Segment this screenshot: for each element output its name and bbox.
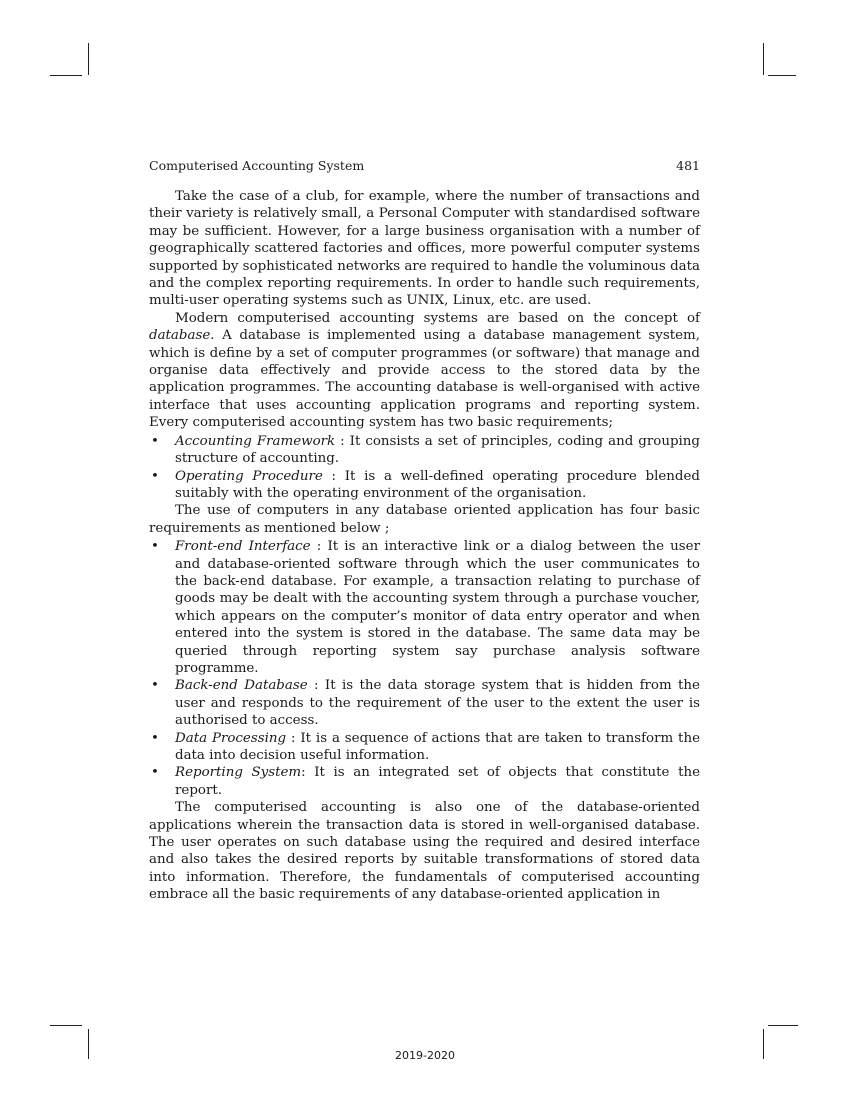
bullet-icon: • — [151, 468, 159, 484]
list-item: • Operating Procedure : It is a well-defined operating procedure blended suitably with the operating environment of the organisation. — [151, 468, 700, 501]
crop-mark-bottom-right-h — [768, 1025, 798, 1026]
list-item: • Reporting System: It is an integrated set of objects that constitute the report. — [151, 765, 700, 798]
list-item: • Front-end Interface : It is an interactive link or a dialog between the user and database-oriented software through which the user communicates to the back-end database. For example, a transaction relating to purchase of goods may be dealt with the accounting system through a purchase voucher, which appears on the computer’s monitor of data entry operator and when entered into the system is stored in the database. The same data may be queried through reporting system say purchase analysis software programme. — [151, 539, 700, 676]
crop-mark-bottom-left-h — [50, 1025, 82, 1026]
basic-requirements-list — [149, 433, 700, 503]
bullet-icon: • — [151, 539, 159, 555]
crop-mark-top-left-v — [88, 43, 89, 75]
list-item: • Data Processing : It is a sequence of actions that are taken to transform the data into decision useful information. — [151, 730, 700, 763]
running-header — [149, 158, 700, 173]
bullet-icon: • — [151, 678, 159, 694]
crop-mark-top-left-h — [50, 75, 82, 76]
paragraph-four-requirements: The use of computers in any database oriented application has four basic requirements as mentioned below ; — [149, 503, 700, 536]
database-term: database. — [149, 328, 215, 344]
database-requirements-list — [149, 538, 700, 799]
page-number: 481 — [676, 158, 700, 173]
bullet-icon: • — [151, 433, 159, 449]
bullet-icon: • — [151, 730, 159, 746]
bullet-icon: • — [151, 765, 159, 781]
header-title: Computerised Accounting System — [149, 158, 365, 173]
page-body — [149, 188, 700, 904]
crop-mark-top-right-v — [763, 43, 764, 75]
list-item: • Accounting Framework : It consists a set of principles, coding and grouping structure of accounting. — [151, 433, 700, 467]
paragraph-club-example: Take the case of a club, for example, where the number of transactions and their variety is relatively small, a Personal Computer with standardised software may be sufficient. However, for a large business organisation with a number of geographically scattered factories and offices, more powerful computer systems supported by sophisticated networks are required to handle the voluminous data and the complex reporting requirements. In order to handle such requirements, multi-user operating systems such as UNIX, Linux, etc. are used. — [149, 189, 700, 309]
paragraph-conclusion: The computerised accounting is also one of the database-oriented applications wherein the transaction data is stored in well-organised database. The user operates on such database using the required and desired interface and also takes the desired reports by suitable transformations of stored data into information. Therefore, the fundamentals of computerised accounting embrace all the basic requirements of any database-oriented application in — [149, 800, 700, 903]
footer-year: 2019-2020 — [395, 1049, 455, 1062]
paragraph-database-concept: Modern computerised accounting systems are based on the concept of database. A database is implemented using a database management system, which is define by a set of computer programmes (or software) that manage and organise data effectively and provide access to the stored data by the application programmes. The accounting database is well-organised with active interface that uses accounting application programs and reporting system. Every computerised accounting system has two basic requirements; — [149, 310, 700, 431]
crop-mark-top-right-h — [768, 75, 796, 76]
list-item: • Back-end Database : It is the data storage system that is hidden from the user and responds to the requirement of the user to the extent the user is authorised to access. — [151, 678, 700, 729]
